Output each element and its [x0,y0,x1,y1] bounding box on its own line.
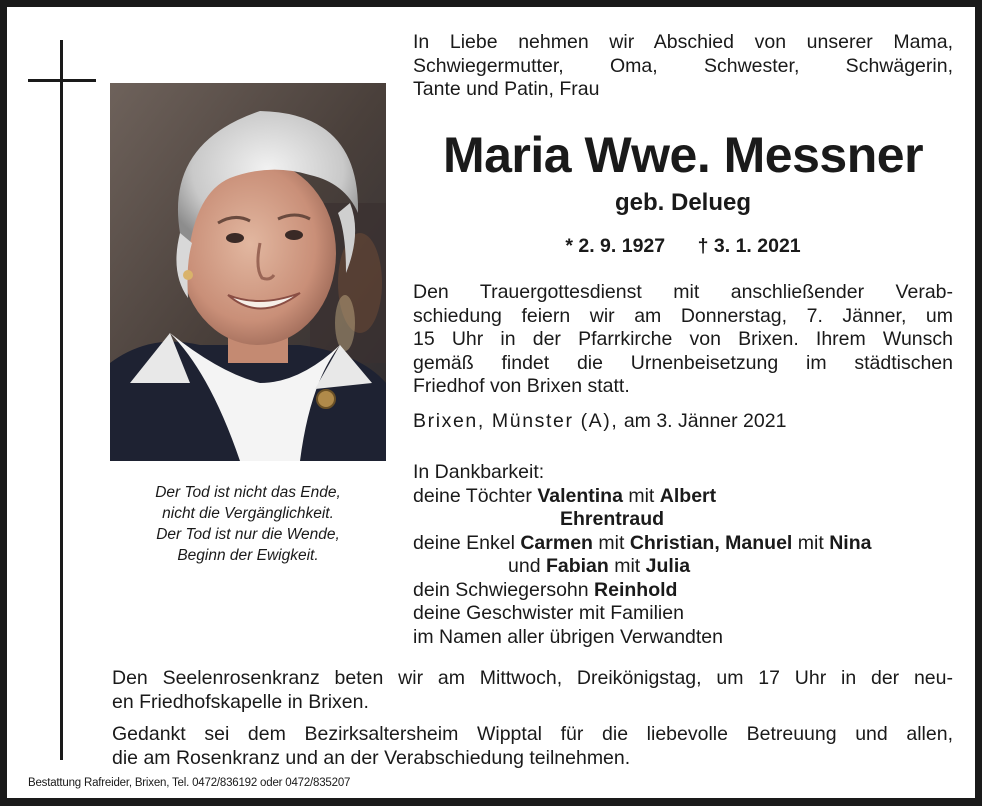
memorial-poem [112,482,384,566]
mourner-line [413,555,958,579]
connector-word: mit [598,531,625,554]
portrait-photo [110,83,386,461]
connector-word: mit [628,484,655,507]
life-dates [413,233,953,259]
place: Brixen, Münster (A), [413,410,619,432]
mourner-name: Fabian [545,555,609,577]
gratitude-line: die am Rosenkranz und an der Verabschiedung teilnehmen. [112,746,631,769]
gratitude-text [112,723,953,770]
mourner-line: deine Geschwister mit Familien [413,602,684,624]
poem-line: nicht die Vergänglichkeit. [162,505,334,522]
mourner-prefix: deine Enkel [413,531,515,554]
rosary-line: en Friedhofskapelle in Brixen. [112,690,369,713]
mourner-name: Nina [829,531,872,554]
service-line: gemäß findet die Urnenbeisetzung im städtischen [413,351,953,374]
place-date-line [413,409,953,433]
mourner-line [413,532,958,556]
service-line: schiedung feiern wir am Donnerstag, 7. Jänner, um [413,304,953,327]
mourner-name: Julia [645,555,691,577]
mourner-line [413,508,958,532]
rosary-text [112,667,953,714]
thanks-heading: In Dankbarkeit: [413,461,545,483]
mourner-name: Ehrentraud [560,508,665,530]
mourner-line [413,485,958,509]
gratitude-line: Gedankt sei dem Bezirksaltersheim Wipptal für die liebevolle Betreuung und allen, [112,723,953,745]
mourner-name: Valentina [537,484,623,507]
connector-word: und [508,555,541,577]
connector-word: mit [614,555,641,577]
mourner-prefix: dein Schwiegersohn [413,578,589,601]
poem-line: Beginn der Ewigkeit. [177,547,319,564]
birth-name: geb. Delueg [614,189,752,216]
deceased-name: Maria Wwe. Messner [442,127,924,183]
mourner-line: im Namen aller übrigen Verwandten [413,625,724,648]
mourner-name: Reinhold [594,578,678,601]
funeral-service-text [413,281,953,399]
mourner-prefix: deine Töchter [413,484,532,507]
service-line: Den Trauergottesdienst mit anschließender Verab- [413,281,953,303]
intro-line: Schwiegermutter, Oma, Schwester, Schwägerin, [413,54,953,77]
mourner-line [413,579,958,603]
intro-line: In Liebe nehmen wir Abschied von unserer Mama, [413,31,953,53]
mourners-list [413,461,958,649]
cross-vertical-beam [60,40,63,760]
poem-line: Der Tod ist nicht das Ende, [155,484,341,501]
service-line: 15 Uhr in der Pfarrkirche von Brixen. Ihrem Wunsch [413,328,953,350]
mourner-name: Christian, Manuel [629,531,793,554]
service-line: Friedhof von Brixen statt. [413,375,630,397]
death-date: † 3. 1. 2021 [697,235,801,257]
rosary-line: Den Seelenrosenkranz beten wir am Mittwoch, Dreikönigstag, um 17 Uhr in der neu- [112,667,953,689]
mourner-name: Carmen [520,531,593,554]
portrait-illustration [110,83,386,461]
cross-horizontal-beam [28,79,96,82]
intro-line: Tante und Patin, Frau [413,78,600,100]
poem-line: Der Tod ist nur die Wende, [156,526,340,543]
connector-word: mit [797,531,824,554]
intro-text [413,31,953,102]
date: am 3. Jänner 2021 [623,410,787,432]
undertaker-contact: Bestattung Rafreider, Brixen, Tel. 0472/836192 oder 0472/835207 [28,777,351,789]
birth-date: * 2. 9. 1927 [565,235,666,257]
mourner-name: Albert [659,484,717,507]
